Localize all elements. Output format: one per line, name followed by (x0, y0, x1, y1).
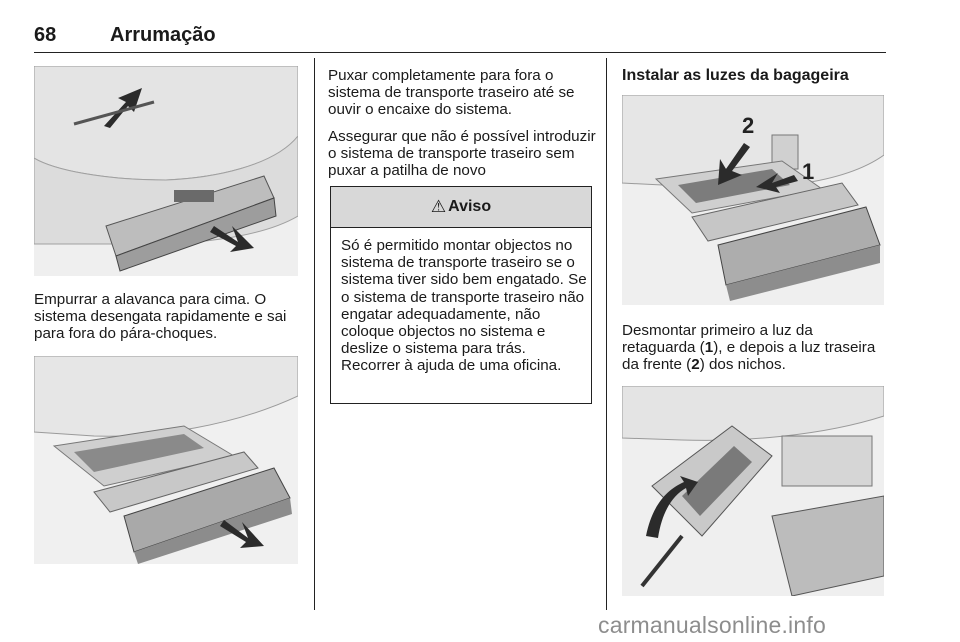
page-title: Arrumação (110, 24, 216, 46)
figure-lever-push-up (34, 66, 298, 276)
warning-title: Aviso (448, 198, 492, 215)
section-heading: Instalar as luzes da bagageira (622, 67, 849, 84)
warning-triangle-icon: ⚠ (430, 197, 447, 216)
ref-2: 2 (691, 356, 700, 374)
page-header (34, 22, 886, 53)
ref-1: 1 (704, 339, 714, 357)
warning-box (330, 186, 592, 404)
left-paragraph-1: Empurrar a alavanca para cima. O sistema desengata rapidamente e sai para fora do pára-choques. (34, 291, 287, 343)
warning-body: Só é permitido montar objectos no sistema de transporte traseiro se o sistema tiver sido bem engatado. Se o sistema de transporte traseiro não engatar adequadamente, não coloque objectos no sistema e deslize o sistema para trás. Recorrer à ajuda de uma oficina. (341, 237, 587, 375)
figure-pull-out-system (34, 356, 298, 564)
figure-luggage-lights (622, 95, 884, 305)
figure-label-1: 1 (802, 159, 815, 184)
right-paragraph-part-b: ), e depois a luz traseira da frente ( (622, 339, 876, 374)
figure-remove-lamp (622, 386, 884, 596)
right-paragraph-part-c: ) dos nichos. (699, 356, 786, 374)
watermark-text: carmanualsonline.info (598, 612, 826, 638)
page-number: 68 (34, 24, 57, 46)
column-divider-right (606, 58, 607, 610)
column-divider-left (314, 58, 315, 610)
middle-paragraph-2: Assegurar que não é possível introduzir o sistema de transporte traseiro sem puxar a patilha de novo (328, 128, 596, 180)
warning-header (331, 187, 591, 228)
right-paragraph-part-a: Desmontar primeiro a luz da retaguarda ( (622, 322, 813, 357)
middle-paragraph-1: Puxar completamente para fora o sistema de transporte traseiro até se ouvir o encaixe do sistema. (328, 67, 575, 119)
right-paragraph-1 (622, 322, 890, 374)
figure-label-2: 2 (742, 113, 755, 138)
